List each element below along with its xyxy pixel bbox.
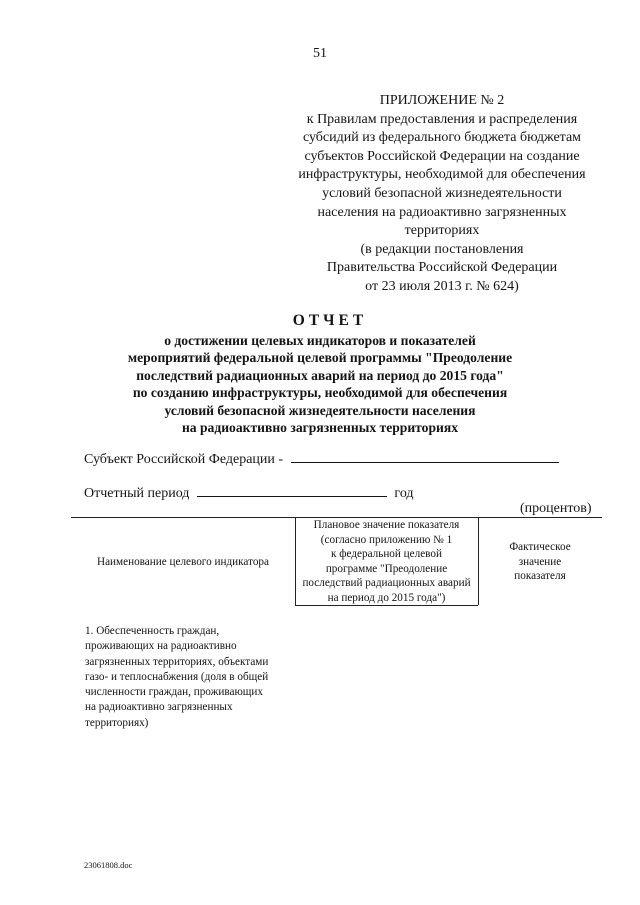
appendix-line: Правительства Российской Федерации [326, 260, 558, 276]
subject-label: Субъект Российской Федерации - [84, 452, 284, 467]
appendix-line: субъектов Российской Федерации на создание [304, 148, 580, 164]
header-planned-line: программе "Преодоление [325, 562, 448, 575]
subject-field [84, 450, 559, 468]
appendix-title: ПРИЛОЖЕНИЕ № 2 [379, 93, 505, 108]
header-actual-line: Фактическое [509, 541, 571, 553]
header-indicator-text: Наименование целевого индикатора [97, 556, 269, 568]
document-code: 23061808.doc [84, 860, 133, 870]
subject-input-line[interactable] [291, 450, 559, 463]
row-indicator-line: проживающих на радиоактивно [85, 640, 237, 653]
report-title: ОТЧЕТ [292, 312, 368, 329]
header-planned-line: к федеральной целевой [331, 548, 442, 560]
table-header-bottom-border [295, 605, 478, 606]
header-planned-line: последствий радиационных аварий [302, 577, 471, 589]
report-subtitle-line: о достижении целевых индикаторов и показателей [164, 333, 476, 348]
header-planned-line: на период до 2015 года") [327, 591, 446, 604]
page-number: 51 [313, 46, 327, 61]
header-planned-line: (согласно приложению № 1 [320, 533, 453, 546]
appendix-line: от 23 июля 2013 г. № 624) [365, 278, 519, 294]
appendix-line: территориях [404, 223, 480, 239]
table-header-planned [295, 518, 478, 605]
appendix-line: населения на радиоактивно загрязненных [317, 204, 567, 220]
report-subtitle [80, 332, 560, 436]
row-indicator-line: загрязненных территориях, объектами [85, 655, 269, 668]
header-actual-line: показателя [514, 570, 566, 582]
header-actual-line: значение [518, 555, 562, 568]
table-row [85, 624, 268, 731]
row-indicator-line: на радиоактивно загрязненных [85, 701, 233, 714]
appendix-line: (в редакции постановления [360, 241, 524, 257]
period-label: Отчетный период [84, 486, 190, 501]
report-subtitle-line: на радиоактивно загрязненных территориях [181, 420, 459, 436]
report-subtitle-line: условий безопасной жизнедеятельности населения [164, 402, 476, 418]
header-planned-line: Плановое значение показателя [313, 519, 460, 531]
table-header-indicator [71, 555, 295, 570]
report-subtitle-line: последствий радиационных аварий на период до 2015 года" [136, 367, 504, 383]
row-indicator-line: 1. Обеспеченность граждан, [85, 625, 220, 637]
period-field [84, 484, 414, 502]
appendix-header [262, 92, 622, 297]
appendix-line: к Правилам предоставления и распределения [306, 111, 578, 127]
appendix-line: субсидий из федерального бюджета бюджетам [302, 130, 582, 146]
report-subtitle-line: мероприятий федеральной целевой программы "Преодоление [127, 350, 513, 366]
table-header-actual [478, 540, 602, 584]
row-indicator-line: численности граждан, проживающих [85, 686, 263, 699]
appendix-line: инфраструктуры, необходимой для обеспечения [298, 167, 586, 183]
period-input-line[interactable] [197, 484, 387, 497]
period-suffix: год [394, 486, 414, 501]
appendix-line: условий безопасной жизнедеятельности [322, 185, 562, 201]
row-indicator-line: газо- и теплоснабжения (доля в общей [85, 670, 269, 683]
row-indicator-line: территориях) [85, 716, 149, 729]
units-label: (процентов) [520, 501, 592, 516]
report-subtitle-line: по созданию инфраструктуры, необходимой для обеспечения [132, 385, 508, 401]
